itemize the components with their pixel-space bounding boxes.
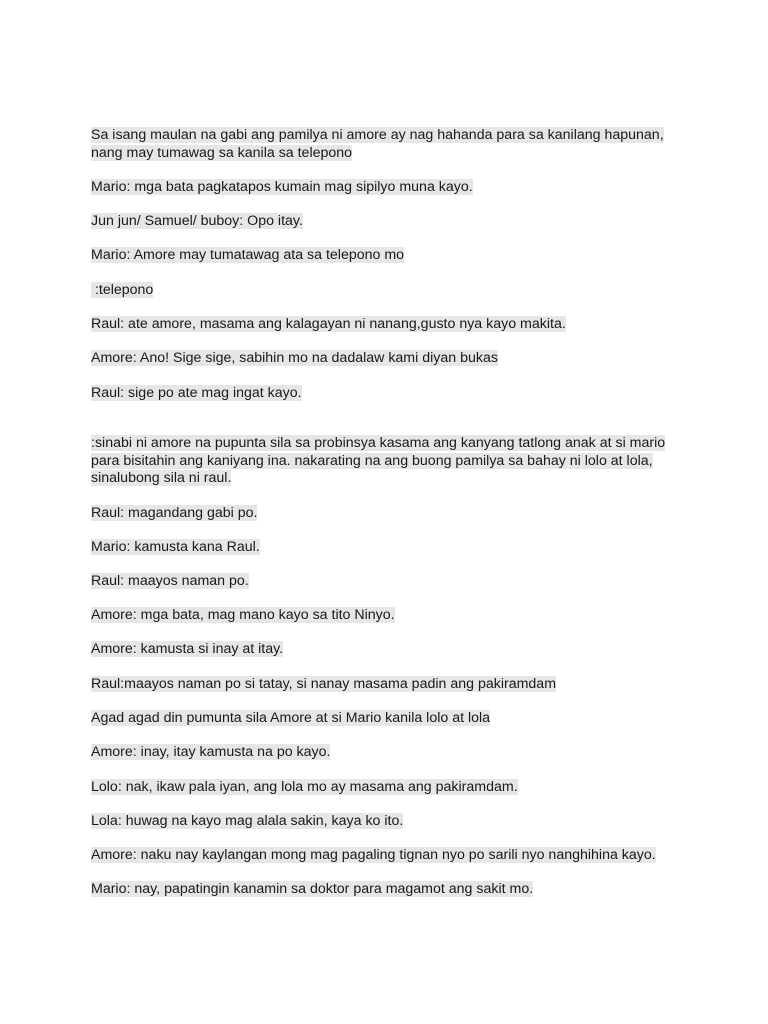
dialogue-line	[91, 641, 691, 659]
narration-paragraph	[91, 127, 691, 162]
dialogue-line	[91, 179, 691, 197]
dialogue-line	[91, 213, 691, 231]
paragraph-text: Amore: Ano! Sige sige, sabihin mo na dadalaw kami diyan bukas	[91, 350, 498, 366]
dialogue-line	[91, 350, 691, 368]
dialogue-line	[91, 573, 691, 591]
narration-paragraph	[91, 710, 691, 728]
dialogue-line	[91, 607, 691, 625]
paragraph-text: Jun jun/ Samuel/ buboy: Opo itay.	[91, 213, 303, 229]
dialogue-line	[91, 813, 691, 831]
dialogue-line	[91, 385, 691, 403]
paragraph-text: Mario: kamusta kana Raul.	[91, 539, 260, 555]
paragraph-text: Amore: inay, itay kamusta na po kayo.	[91, 744, 331, 760]
paragraph-text: Amore: mga bata, mag mano kayo sa tito Ninyo.	[91, 607, 395, 623]
paragraph-text: Raul: ate amore, masama ang kalagayan ni nanang,gusto nya kayo makita.	[91, 316, 566, 332]
dialogue-line	[91, 247, 691, 265]
paragraph-text: Agad agad din pumunta sila Amore at si Mario kanila lolo at lola	[91, 710, 491, 726]
dialogue-line	[91, 847, 691, 865]
paragraph-text: Raul: magandang gabi po.	[91, 505, 258, 521]
paragraph-text: Amore: kamusta si inay at itay.	[91, 641, 284, 657]
paragraph-text: Mario: Amore may tumatawag ata sa telepono mo	[91, 247, 405, 263]
paragraph-text: Mario: nay, papatingin kanamin sa doktor para magamot ang sakit mo.	[91, 881, 534, 897]
scene-note	[91, 282, 691, 300]
dialogue-line	[91, 779, 691, 797]
dialogue-line	[91, 505, 691, 523]
paragraph-text: Raul: maayos naman po.	[91, 573, 249, 589]
paragraph-text: Lola: huwag na kayo mag alala sakin, kaya ko ito.	[91, 813, 404, 829]
dialogue-line	[91, 676, 691, 694]
paragraph-text: Lolo: nak, ikaw pala iyan, ang lola mo ay masama ang pakiramdam.	[91, 779, 518, 795]
paragraph-text: Amore: naku nay kaylangan mong mag pagaling tignan nyo po sarili nyo nanghihina kayo.	[91, 847, 656, 863]
paragraph-text: :sinabi ni amore na pupunta sila sa probinsya kasama ang kanyang tatlong anak at si mario para bisitahin ang kaniyang ina. nakarating na ang buong pamilya sa bahay ni lolo at lola, sinalubong sila ni raul.	[91, 435, 666, 486]
narration-paragraph	[91, 435, 691, 488]
dialogue-line	[91, 881, 691, 899]
paragraph-text: :telepono	[91, 282, 154, 298]
paragraph-text: Mario: mga bata pagkatapos kumain mag sipilyo muna kayo.	[91, 179, 473, 195]
paragraph-text: Raul: sige po ate mag ingat kayo.	[91, 385, 302, 401]
dialogue-line	[91, 316, 691, 334]
dialogue-line	[91, 744, 691, 762]
paragraph-text: Raul:maayos naman po si tatay, si nanay masama padin ang pakiramdam	[91, 676, 557, 692]
dialogue-line	[91, 539, 691, 557]
paragraph-text: Sa isang maulan na gabi ang pamilya ni amore ay nag hahanda para sa kanilang hapunan, nang may tumawag sa kanila sa telepono	[91, 127, 664, 161]
